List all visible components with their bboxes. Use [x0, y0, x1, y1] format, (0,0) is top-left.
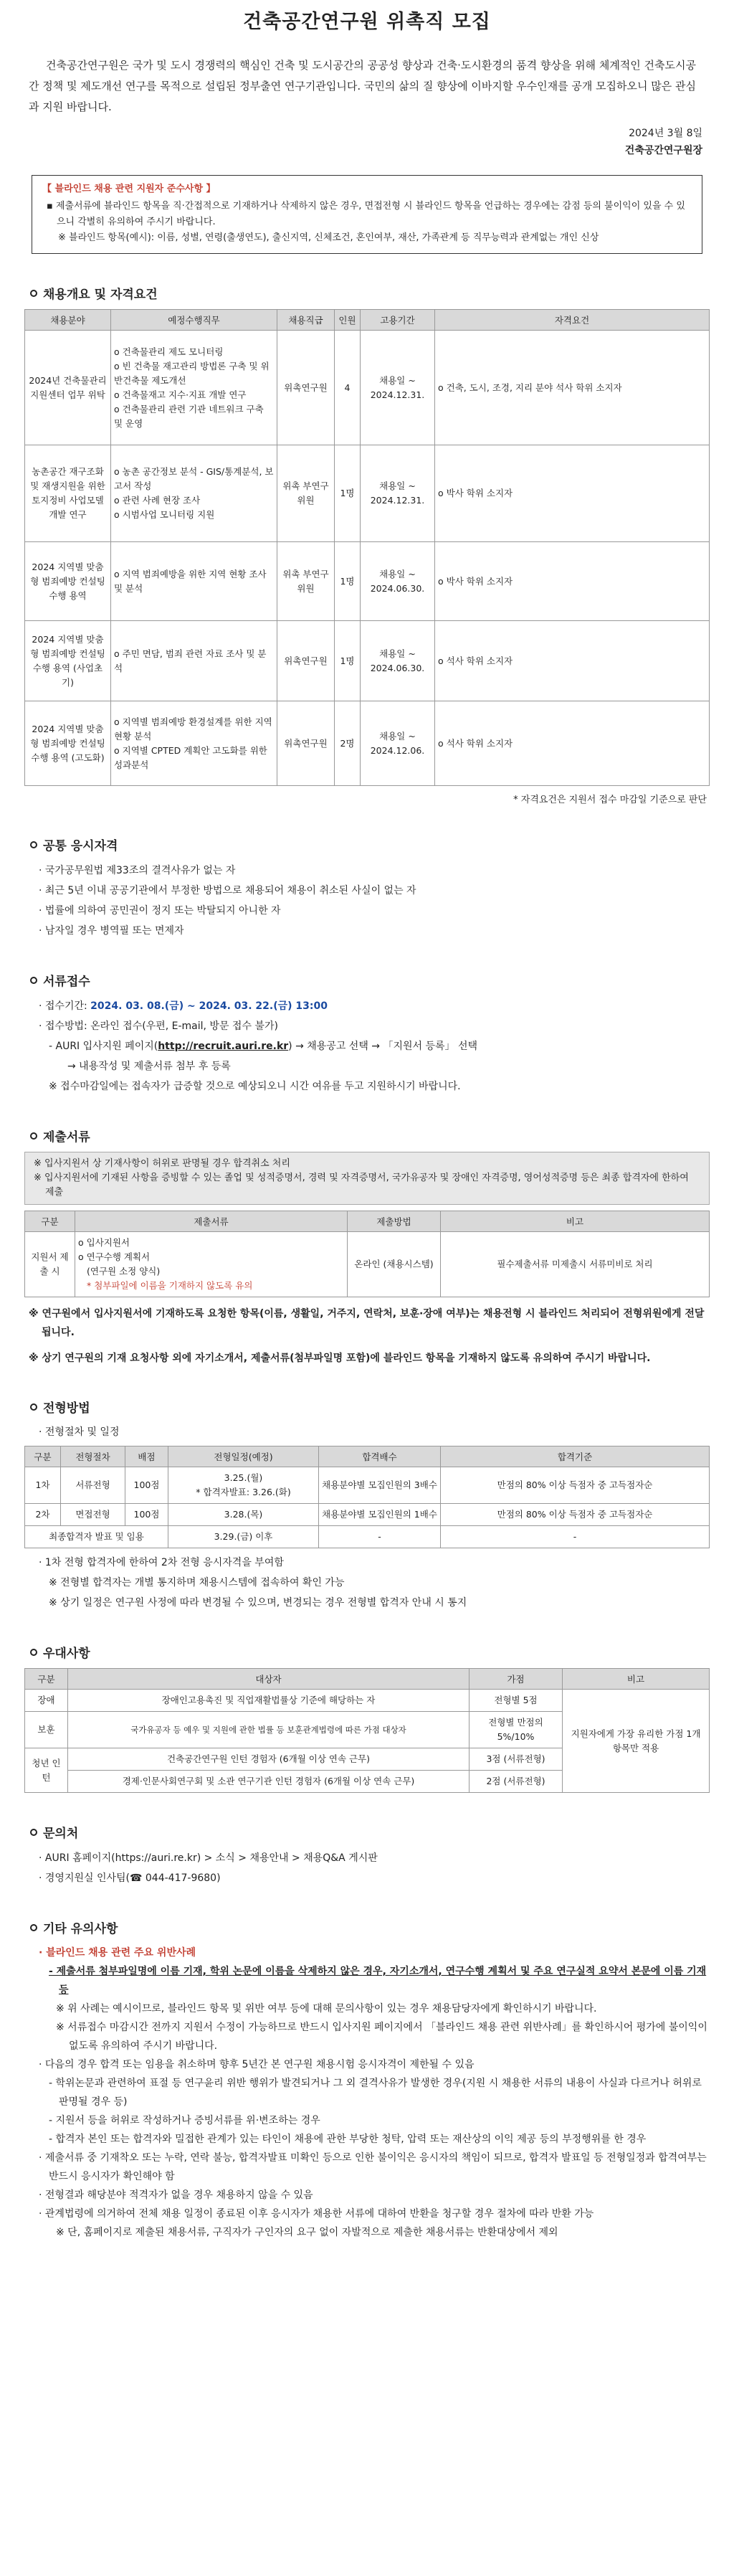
qualification-cell: o 석사 학위 소지자 — [435, 701, 710, 786]
table-header: 제출서류 — [75, 1211, 348, 1232]
list-item: · 제출서류 중 기재착오 또는 누락, 연락 불능, 합격자발표 미확인 등으로 인한 불이익은 응시자의 책임이 되므로, 합격자 발표일 등 전형일정과 합격여부는 반드시 응시자가 확인해야 함 — [39, 2152, 707, 2182]
table-header: 비고 — [441, 1211, 710, 1232]
notice-date: 2024년 3월 8일 — [629, 128, 702, 139]
table-header: 배점 — [125, 1446, 168, 1467]
count-cell: 1명 — [335, 445, 361, 542]
section-title: 채용개요 및 자격요건 — [43, 288, 158, 302]
schedule-cell: 3.28.(목) — [168, 1504, 319, 1526]
field-cell: 2024 지역별 맞춤형 범죄예방 컨설팅 수행 용역 (고도화) — [25, 701, 111, 786]
section-title: 전형방법 — [43, 1401, 90, 1416]
violation-example: - 제출서류 첨부파일명에 이름 기재, 학위 논문에 이름을 삭제하지 않은 경우, 자기소개서, 연구수행 계획서 및 주요 연구실적 요약서 본문에 이름 기재 등 — [49, 1966, 707, 1996]
table-header: 구분 — [25, 1446, 61, 1467]
schedule-announce: * 합격자발표: 3.26.(화) — [196, 1487, 291, 1497]
section-title: 서류접수 — [43, 975, 90, 989]
application-list — [39, 996, 710, 1097]
duties-cell — [111, 701, 277, 786]
duties-cell — [111, 445, 277, 542]
table-row — [25, 701, 710, 786]
section-bullet-icon — [30, 1829, 37, 1836]
empty-cell: - — [441, 1526, 710, 1548]
duty-item: o 건축물관리 제도 모니터링 — [114, 346, 224, 357]
application-warning: ※ 접수마감일에는 접속자가 급증할 것으로 예상되오니 시간 여유를 두고 지원하시기 바랍니다. — [49, 1081, 461, 1092]
duty-item: o 시범사업 모니터링 지원 — [114, 509, 215, 520]
list-item: · 전형결과 해당분야 적격자가 없을 경우 채용하지 않을 수 있음 — [39, 2189, 313, 2201]
stage-cell: 1차 — [25, 1467, 61, 1504]
duty-item: o 주민 면담, 범죄 관련 자료 조사 및 분석 — [114, 648, 267, 673]
final-date-cell: 3.29.(금) 이후 — [168, 1526, 319, 1548]
section-heading-application — [24, 971, 710, 989]
duty-item: o 건축물재고 지수·지표 개발 연구 — [114, 389, 247, 400]
contact-phone: · 경영지원실 인사팀(☎ 044-417-9680) — [39, 1872, 221, 1884]
duties-cell — [111, 621, 277, 701]
section-heading-documents — [24, 1127, 710, 1145]
section-bullet-icon — [30, 1924, 37, 1931]
duty-item: o 건축물관리 관련 기관 네트워크 구축 및 운영 — [114, 403, 264, 429]
doc-item: (연구원 소정 양식) — [87, 1266, 161, 1277]
application-step — [39, 1036, 710, 1056]
section-heading-eligibility — [24, 835, 710, 853]
period-cell: 채용일 ~ 2024.12.31. — [361, 331, 435, 445]
grade-cell: 위촉연구원 — [277, 331, 335, 445]
grade-cell: 위촉 부연구위원 — [277, 542, 335, 621]
documents-table — [24, 1211, 710, 1297]
schedule-cell — [168, 1467, 319, 1504]
table-header: 비고 — [563, 1669, 710, 1690]
target-cell: 경제·인문사회연구회 및 소관 연구기관 인턴 경험자 (6개월 이상 연속 근무) — [68, 1771, 470, 1793]
section-heading-overview — [24, 284, 710, 302]
duty-item: o 지역별 CPTED 계획안 고도화를 위한 성과분석 — [114, 744, 267, 770]
ratio-cell: 채용분야별 모집인원의 3배수 — [319, 1467, 441, 1504]
target-cell: 장애인고용촉진 및 직업재활법률상 기준에 해당하는 자 — [68, 1690, 470, 1712]
qualification-cell: o 석사 학위 소지자 — [435, 621, 710, 701]
points-cell: 전형별 만점의 5%/10% — [470, 1712, 563, 1748]
list-item: ※ 단, 홈페이지로 제출된 채용서류, 구직자가 구인자의 요구 없이 자발적으로 제출한 채용서류는 반환대상에서 제외 — [56, 2227, 558, 2238]
table-header: 고용기간 — [361, 310, 435, 331]
table-header: 인원 — [335, 310, 361, 331]
field-cell: 2024년 건축물관리지원센터 업무 위탁 — [25, 331, 111, 445]
section-heading-etc — [24, 1918, 710, 1936]
application-step: → 내용작성 및 제출서류 첨부 후 등록 — [67, 1061, 231, 1072]
section-heading-contact — [24, 1823, 710, 1841]
table-header: 구분 — [25, 1669, 68, 1690]
section-title: 기타 유의사항 — [43, 1922, 118, 1936]
period-cell: 채용일 ~ 2024.06.30. — [361, 621, 435, 701]
table-row — [25, 445, 710, 542]
list-item: · 국가공무원법 제33조의 결격사유가 없는 자 — [39, 865, 236, 876]
qualification-note: * 자격요건은 지원서 접수 마감일 기준으로 판단 — [513, 795, 707, 805]
list-item: · 법률에 의하여 공민권이 정지 또는 박탈되지 아니한 자 — [39, 905, 281, 917]
period-cell: 채용일 ~ 2024.06.30. — [361, 542, 435, 621]
remark-cell: 지원자에게 가장 유리한 가점 1개 항목만 적용 — [563, 1690, 710, 1793]
count-cell: 1명 — [335, 621, 361, 701]
duty-item: o 관련 사례 현장 조사 — [114, 495, 201, 506]
type-cell: 장애 — [25, 1690, 68, 1712]
list-item: · 남자일 경우 병역필 또는 면제자 — [39, 925, 184, 937]
table-row — [25, 1690, 710, 1712]
table-header: 채용분야 — [25, 310, 111, 331]
duty-item: o 농촌 공간정보 분석 - GIS/통계분석, 보고서 작성 — [114, 466, 274, 491]
section-bullet-icon — [30, 1132, 37, 1140]
field-cell: 2024 지역별 맞춤형 범죄예방 컨설팅 수행 용역 — [25, 542, 111, 621]
selection-notes — [39, 1553, 710, 1613]
table-header: 구분 — [25, 1211, 75, 1232]
score-cell: 100점 — [125, 1504, 168, 1526]
section-title: 제출서류 — [43, 1130, 90, 1145]
table-row — [25, 1467, 710, 1504]
list-item: · 최근 5년 이내 공공기관에서 부정한 방법으로 채용되어 채용이 취소된 사실이 없는 자 — [39, 885, 416, 896]
doc-warning: * 첨부파일에 이름을 기재하지 않도록 유의 — [87, 1280, 253, 1291]
intro-paragraph: 건축공간연구원은 국가 및 도시 경쟁력의 핵심인 건축 및 도시공간의 공공성 향상과 건축·도시환경의 품격 향상을 위해 체계적인 건축도시공간 정책 및 제도개선 연구를 목적으로 설립된 정부출연 연구기관입니다. 국민의 삶의 질 향상에 이바지할 우수인재를 공개 모집하오니 많은 관심과 지원 바랍니다. — [29, 59, 697, 113]
target-cell: 건축공간연구원 인턴 경험자 (6개월 이상 연속 근무) — [68, 1748, 470, 1771]
table-row — [25, 1526, 710, 1548]
final-label-cell: 최종합격자 발표 및 임용 — [25, 1526, 168, 1548]
qualification-cell: o 건축, 도시, 조경, 지리 분야 석사 학위 소지자 — [435, 331, 710, 445]
section-bullet-icon — [30, 1403, 37, 1411]
grade-cell: 위촉 부연구위원 — [277, 445, 335, 542]
selection-subtitle: · 전형절차 및 일정 — [39, 1426, 120, 1438]
type-cell: 보훈 — [25, 1712, 68, 1748]
table-row — [25, 1504, 710, 1526]
note-line: ※ 입사지원서에 기재된 사항을 증빙할 수 있는 졸업 및 성적증명서, 경력 및 자격증명서, 국가유공자 및 장애인 자격증명, 영어성적증명 등은 최종 합격자에 한하여 제출 — [34, 1173, 689, 1198]
ratio-cell: 채용분야별 모집인원의 1배수 — [319, 1504, 441, 1526]
violation-heading: · 블라인드 채용 관련 주요 위반사례 — [39, 1947, 196, 1959]
points-cell: 2점 (서류전형) — [470, 1771, 563, 1793]
table-row — [25, 542, 710, 621]
selection-table — [24, 1446, 710, 1548]
table-header: 합격배수 — [319, 1446, 441, 1467]
docs-cell — [75, 1232, 348, 1297]
table-row — [25, 1232, 710, 1297]
list-item: - 학위논문과 관련하여 표절 등 연구윤리 위반 행위가 발견되거나 그 외 결격사유가 발생한 경우(지원 시 채용한 서류의 내용이 사실과 다르거나 허위로 판명될 경우 등) — [49, 2078, 702, 2108]
contact-list — [39, 1848, 710, 1888]
documents-note-box — [24, 1152, 710, 1205]
qualification-cell: o 박사 학위 소지자 — [435, 445, 710, 542]
duties-cell — [111, 542, 277, 621]
section-heading-selection — [24, 1398, 710, 1416]
stage-cell: 2차 — [25, 1504, 61, 1526]
qualification-cell: o 박사 학위 소지자 — [435, 542, 710, 621]
note-line: ※ 입사지원서 상 기재사항이 허위로 판명될 경우 합격취소 처리 — [34, 1158, 290, 1169]
blind-notice-line: ▪ 제출서류에 블라인드 항목을 직·간접적으로 기재하거나 삭제하지 않은 경우, 면접전형 시 블라인드 항목을 언급하는 경우에는 감점 등의 불이익이 있을 수 있으니 각별히 유의하여 주시기 바랍니다. — [47, 201, 685, 227]
points-cell: 전형별 5점 — [470, 1690, 563, 1712]
table-header: 가점 — [470, 1669, 563, 1690]
criteria-cell: 만점의 80% 이상 득점자 중 고득점자순 — [441, 1504, 710, 1526]
field-cell: 농촌공간 재구조화 및 재생지원을 위한 토지정비 사업모델 개발 연구 — [25, 445, 111, 542]
grade-cell: 위촉연구원 — [277, 701, 335, 786]
page-title: 건축공간연구원 위촉직 모집 — [243, 11, 491, 33]
duty-item: o 지역별 범죄예방 환경설계를 위한 지역현황 분석 — [114, 716, 272, 742]
application-method: · 접수방법: 온라인 접수(우편, E-mail, 방문 접수 불가) — [39, 1021, 278, 1032]
doc-item: o 연구수행 계획서 — [78, 1251, 151, 1262]
step-text: ) → 채용공고 선택 → 「지원서 등록」 선택 — [288, 1041, 478, 1052]
list-item: ※ 상기 일정은 연구원 사정에 따라 변경될 수 있으며, 변경되는 경우 전형별 합격자 안내 시 통지 — [49, 1597, 467, 1609]
preference-table — [24, 1668, 710, 1793]
list-item: ※ 전형별 합격자는 개별 통지하며 채용시스템에 접속하여 확인 가능 — [49, 1577, 345, 1588]
violation-note: ※ 서류접수 마감시간 전까지 지원서 수정이 가능하므로 반드시 입사지원 페이지에서 「블라인드 채용 관련 위반사례」를 확인하시어 평가에 불이익이 없도록 유의하여 주시기 바랍니다. — [56, 2022, 707, 2052]
section-bullet-icon — [30, 977, 37, 984]
grade-cell: 위촉연구원 — [277, 621, 335, 701]
criteria-cell: 만점의 80% 이상 득점자 중 고득점자순 — [441, 1467, 710, 1504]
duty-item: o 지역 범죄예방을 위한 지역 현황 조사 및 분석 — [114, 568, 267, 594]
section-title: 공통 응시자격 — [43, 839, 118, 853]
section-title: 우대사항 — [43, 1647, 90, 1661]
duty-item: o 빈 건축물 재고관리 방법론 구축 및 위반건축물 제도개선 — [114, 360, 270, 386]
table-row — [25, 621, 710, 701]
count-cell: 2명 — [335, 701, 361, 786]
table-header: 대상자 — [68, 1669, 470, 1690]
application-period — [39, 996, 710, 1016]
points-cell: 3점 (서류전형) — [470, 1748, 563, 1771]
violation-note: ※ 위 사례는 예시이므로, 블라인드 항목 및 위반 여부 등에 대해 문의사항이 있는 경우 채용담당자에게 확인하시기 바랍니다. — [56, 2003, 597, 2014]
step-cell: 면접전형 — [61, 1504, 125, 1526]
list-item: · 1차 전형 합격자에 한하여 2차 전형 응시자격을 부여함 — [39, 1557, 284, 1568]
table-header: 합격기준 — [441, 1446, 710, 1467]
list-item: · 다음의 경우 합격 또는 임용을 취소하며 향후 5년간 본 연구원 채용시험 응시자격이 제한될 수 있음 — [39, 2059, 475, 2070]
empty-cell: - — [319, 1526, 441, 1548]
list-item: · 관계법령에 의거하여 전체 채용 일정이 종료된 이후 응시자가 채용한 서류에 대하여 반환을 청구할 경우 절차에 따라 반환 가능 — [39, 2208, 594, 2220]
eligibility-list — [39, 861, 710, 941]
etc-list — [39, 1943, 710, 2242]
period-value: 2024. 03. 08.(금) ~ 2024. 03. 22.(금) 13:00 — [90, 1000, 328, 1012]
doc-item: o 입사지원서 — [78, 1237, 130, 1248]
count-cell: 4 — [335, 331, 361, 445]
step-cell: 서류전형 — [61, 1467, 125, 1504]
section-title: 문의처 — [43, 1827, 79, 1841]
section-bullet-icon — [30, 841, 37, 848]
table-header: 예정수행직무 — [111, 310, 277, 331]
table-header: 제출방법 — [348, 1211, 441, 1232]
step-text: - AURI 입사지원 페이지( — [49, 1041, 158, 1052]
section-bullet-icon — [30, 290, 37, 297]
schedule-date: 3.25.(월) — [224, 1472, 263, 1483]
period-cell: 채용일 ~ 2024.12.06. — [361, 701, 435, 786]
list-item: - 합격자 본인 또는 합격자와 밀접한 관계가 있는 타인이 채용에 관한 부당한 청탁, 압력 또는 재산상의 이익 제공 등의 부정행위를 한 경우 — [49, 2134, 647, 2145]
duties-cell — [111, 331, 277, 445]
table-header: 전형절차 — [61, 1446, 125, 1467]
blind-notice-title: 【 블라인드 채용 관련 지원자 준수사항 】 — [42, 184, 216, 194]
period-cell: 채용일 ~ 2024.12.31. — [361, 445, 435, 542]
section-heading-preference — [24, 1643, 710, 1661]
remark-cell: 필수제출서류 미제출시 서류미비로 처리 — [441, 1232, 710, 1297]
type-cell: 청년 인턴 — [25, 1748, 68, 1793]
contact-homepage: · AURI 홈페이지(https://auri.re.kr) > 소식 > 채용안내 > 채용Q&A 게시판 — [39, 1852, 378, 1864]
list-item: - 지원서 등을 허위로 작성하거나 증빙서류를 위·변조하는 경우 — [49, 2115, 320, 2126]
table-row — [25, 331, 710, 445]
table-header: 채용직급 — [277, 310, 335, 331]
recruit-site-link[interactable]: http://recruit.auri.re.kr — [158, 1041, 289, 1052]
table-header: 자격요건 — [435, 310, 710, 331]
field-cell: 2024 지역별 맞춤형 범죄예방 컨설팅 수행 용역 (사업초기) — [25, 621, 111, 701]
blind-notice-box — [32, 175, 702, 254]
score-cell: 100점 — [125, 1467, 168, 1504]
blind-info-note: ※ 연구원에서 입사지원서에 기재하도록 요청한 항목(이름, 생활일, 거주지, 연락처, 보훈·장애 여부)는 채용전형 시 블라인드 처리되어 전형위원에게 전달됩니다. — [29, 1308, 705, 1338]
positions-table — [24, 309, 710, 786]
method-cell: 온라인 (채용시스템) — [348, 1232, 441, 1297]
blind-info-note: ※ 상기 연구원의 기재 요청사항 외에 자기소개서, 제출서류(첨부파일명 포함)에 블라인드 항목을 기재하지 않도록 유의하여 주시기 바랍니다. — [29, 1353, 651, 1364]
period-label: · 접수기간: — [39, 1000, 87, 1012]
table-header: 전형일정(예정) — [168, 1446, 319, 1467]
issuer-name: 건축공간연구원장 — [624, 145, 702, 156]
blind-notice-items: ※ 블라인드 항목(예시): 이름, 성별, 연령(출생연도), 출신지역, 신체조건, 혼인여부, 재산, 가족관계 등 직무능력과 관계없는 개인 신상 — [58, 232, 599, 243]
count-cell: 1명 — [335, 542, 361, 621]
type-cell: 지원서 제출 시 — [25, 1232, 75, 1297]
section-bullet-icon — [30, 1649, 37, 1656]
target-cell: 국가유공자 등 예우 및 지원에 관한 법률 등 보훈관계법령에 따른 가점 대상자 — [68, 1712, 470, 1748]
